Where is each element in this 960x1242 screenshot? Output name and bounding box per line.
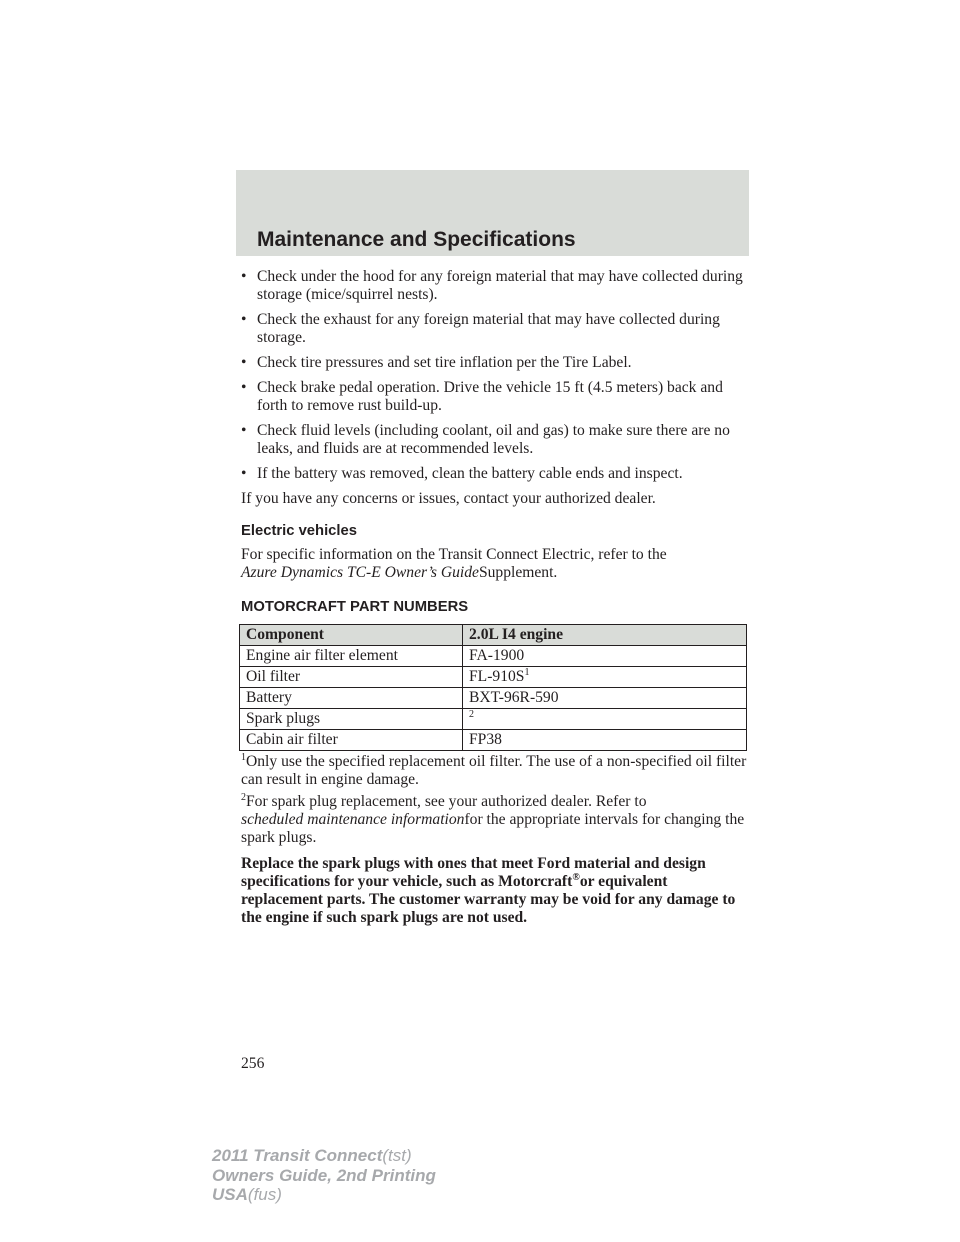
footer-line-2: Owners Guide, 2nd Printing	[212, 1165, 436, 1185]
list-item: • Check under the hood for any foreign material that may have collected during storage (mice/squirrel nests).	[241, 268, 743, 303]
table-row	[240, 667, 747, 688]
table-row	[240, 709, 747, 730]
component-cell: Battery	[240, 688, 463, 709]
footer-line-3: USA(fus)	[212, 1185, 282, 1204]
footnote-ref: 2	[469, 709, 474, 720]
part-cell: FP38	[463, 730, 747, 751]
dealer-paragraph: If you have any concerns or issues, contact your authorized dealer.	[241, 490, 656, 507]
bullet-icon: •	[241, 311, 247, 328]
bullet-icon: •	[241, 268, 247, 285]
table-row	[240, 730, 747, 751]
list-item: • If the battery was removed, clean the battery cable ends and inspect.	[241, 465, 683, 482]
parts-table	[239, 624, 747, 751]
column-header-component: Component	[240, 625, 463, 646]
part-cell: $FL-910S^1$	[463, 667, 747, 688]
component-cell: Oil filter	[240, 667, 463, 688]
list-item: • Check the exhaust for any foreign material that may have collected during storage.	[241, 311, 720, 346]
list-item: • Check tire pressures and set tire inflation per the Tire Label.	[241, 354, 632, 371]
electric-vehicles-paragraph: For specific information on the Transit Connect Electric, refer to the Azure Dynamics TC-E Owner’s GuideSupplement.	[241, 546, 667, 581]
page-content	[241, 268, 751, 927]
motorcraft-heading: MOTORCRAFT PART NUMBERS	[241, 599, 469, 615]
part-cell: FA-1900	[463, 646, 747, 667]
table-header-row	[240, 625, 747, 646]
part-cell: BXT-96R-590	[463, 688, 747, 709]
footnote-ref: 1	[524, 667, 530, 678]
component-cell: Spark plugs	[240, 709, 463, 730]
bullet-icon: •	[241, 465, 247, 482]
document-footer	[212, 1146, 436, 1205]
component-cell: Cabin air filter	[240, 730, 463, 751]
bullet-icon: •	[241, 422, 247, 439]
page-title: Maintenance and Specifications	[257, 228, 576, 251]
electric-vehicles-heading: Electric vehicles	[241, 523, 357, 539]
component-cell: Engine air filter element	[240, 646, 463, 667]
footnote-2: $^2$For spark plug replacement, see your authorized dealer. Refer to scheduled maintenance informationfor the appropriate intervals for changing the spark plugs.	[241, 792, 745, 846]
storage-checklist	[241, 268, 751, 483]
page-number: 256	[241, 1055, 265, 1072]
guide-title: Azure Dynamics TC-E Owner’s Guide	[241, 564, 479, 581]
footer-line-1: 2011 Transit Connect(tst)	[212, 1146, 412, 1165]
registered-mark: ®	[572, 872, 580, 883]
footnote-1: $^1$Only use the specified replacement oil filter. The use of a non-specified oil filter can result in engine damage.	[241, 752, 747, 788]
bullet-icon: •	[241, 354, 247, 371]
table-row	[240, 646, 747, 667]
bullet-icon: •	[241, 379, 247, 396]
part-cell	[463, 709, 747, 730]
list-item: • Check brake pedal operation. Drive the vehicle 15 ft (4.5 meters) back and forth to remove rust build-up.	[241, 379, 723, 414]
spark-plug-warning: Replace the spark plugs with ones that meet Ford material and design specifications for your vehicle, such as Motorcraft®or equivalent replacement parts. The customer warranty may be void for any damage to the engine if such spark plugs are not used.	[241, 855, 736, 926]
column-header-engine: 2.0L I4 engine	[463, 625, 747, 646]
list-item: • Check fluid levels (including coolant, oil and gas) to make sure there are no leaks, and fluids are at recommended levels.	[241, 422, 730, 457]
table-row	[240, 688, 747, 709]
